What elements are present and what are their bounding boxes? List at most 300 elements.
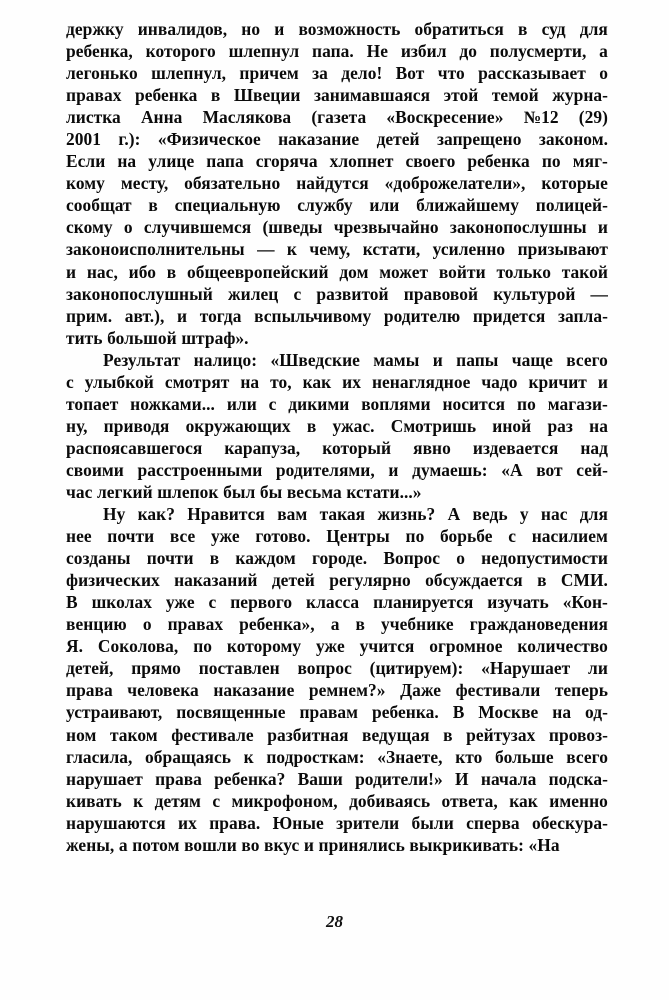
- text-word: причем: [239, 63, 299, 84]
- text-word: добиваясь: [349, 790, 431, 811]
- text-word: №12: [523, 107, 559, 128]
- text-line: [66, 812, 608, 834]
- text-word: Вопрос: [383, 548, 441, 569]
- text-line: [66, 459, 608, 481]
- text-word: на: [552, 702, 572, 723]
- text-word: зрители: [336, 812, 400, 833]
- text-word: по: [405, 526, 425, 547]
- text-word: изучать: [487, 592, 549, 613]
- text-word: кому: [66, 173, 105, 194]
- text-word: с: [293, 283, 302, 304]
- text-word: как: [509, 790, 538, 811]
- text-word: которые: [541, 173, 608, 194]
- text-word: обсуждается: [425, 570, 523, 591]
- text-word: нарушает: [66, 768, 143, 789]
- text-word: носится: [442, 393, 506, 414]
- text-word: (29): [578, 107, 608, 128]
- text-word: службу: [297, 195, 353, 216]
- text-word: до: [459, 41, 477, 62]
- text-word: готово.: [255, 526, 311, 547]
- text-line: [66, 194, 608, 216]
- text-line: [66, 305, 608, 327]
- text-word: распоясавшегося: [66, 437, 203, 458]
- text-word: уже: [316, 636, 345, 657]
- text-line: [66, 84, 608, 106]
- text-word: улыбкой: [84, 371, 154, 392]
- text-word: запла-: [557, 305, 608, 326]
- text-line: [66, 349, 608, 371]
- text-word: шлепнул,: [151, 63, 227, 84]
- text-word: о: [123, 217, 133, 238]
- text-word: гласила,: [66, 746, 133, 767]
- text-line: [66, 393, 608, 415]
- text-word: ребенка»,: [239, 614, 315, 635]
- text-word: кто: [455, 746, 483, 767]
- text-word: Нравится: [187, 504, 265, 525]
- text-word: что: [437, 63, 465, 84]
- text-word: специальную: [174, 195, 281, 216]
- text-word: ответа,: [441, 790, 498, 811]
- text-word: ближайшему: [416, 195, 519, 216]
- text-word: и: [66, 261, 77, 282]
- text-word: «Воскресение»: [386, 107, 504, 128]
- text-line: [66, 724, 608, 746]
- text-word: разбитная: [267, 724, 349, 745]
- text-line: [66, 216, 608, 238]
- text-word: занимавшаяся: [313, 85, 431, 106]
- text-line: [66, 768, 608, 790]
- text-word: поставлен: [198, 658, 280, 679]
- text-line: [66, 746, 608, 768]
- text-word: именно: [549, 790, 608, 811]
- text-word: а: [330, 614, 340, 635]
- text-word: все: [169, 526, 196, 547]
- text-word: но: [241, 19, 261, 39]
- text-word: городе.: [311, 548, 368, 569]
- text-word: и: [597, 371, 608, 392]
- text-word: жизнь?: [377, 504, 436, 525]
- text-word: или: [369, 195, 400, 216]
- text-line: [66, 503, 608, 525]
- text-word: СМИ.: [560, 570, 608, 591]
- text-word: налицо:: [193, 349, 258, 370]
- text-word: такая: [319, 504, 366, 525]
- text-word: ли: [588, 658, 608, 679]
- text-word: устраивают,: [66, 702, 163, 723]
- text-word: и: [432, 349, 443, 370]
- text-word: правовой: [403, 283, 479, 304]
- text-word: за: [312, 63, 328, 84]
- text-word: ибо: [128, 261, 156, 282]
- text-word: наказание: [278, 129, 360, 150]
- text-word: с: [268, 393, 277, 414]
- text-word: И: [455, 768, 469, 789]
- text-word: обескура-: [532, 812, 608, 833]
- text-word: Анна: [140, 107, 183, 128]
- text-word: детей: [376, 129, 420, 150]
- text-word: с: [508, 526, 516, 547]
- text-word: чадо: [481, 371, 518, 392]
- text-word: своего: [405, 151, 456, 172]
- text-word: Я.: [66, 636, 84, 657]
- text-line: [66, 525, 608, 547]
- text-word: запрещено: [437, 129, 522, 150]
- text-word: уже: [165, 592, 195, 613]
- text-word: темой: [491, 85, 539, 106]
- text-word: огромное: [429, 636, 503, 657]
- text-word: с: [66, 371, 74, 392]
- text-word: папы: [456, 349, 499, 370]
- text-word: и: [597, 217, 608, 238]
- text-word: Маслякова: [202, 107, 292, 128]
- text-word: граждановедения: [469, 614, 608, 635]
- text-word: своими: [66, 459, 124, 480]
- text-word: законопослушны: [449, 217, 587, 238]
- text-word: всего: [566, 746, 608, 767]
- text-word: родителями,: [275, 459, 375, 480]
- text-word: месту,: [120, 173, 169, 194]
- text-word: в: [355, 614, 365, 635]
- text-word: были: [411, 812, 454, 833]
- text-word: вам: [277, 504, 308, 525]
- text-word: в: [306, 415, 317, 436]
- text-word: В: [66, 592, 78, 613]
- text-word: таком: [109, 724, 158, 745]
- text-word: найдутся: [296, 173, 369, 194]
- text-word: дом: [339, 261, 369, 282]
- text-word: «Кон-: [562, 592, 608, 613]
- text-word: дикими: [288, 393, 350, 414]
- text-word: «доброжелатели»,: [384, 173, 526, 194]
- text-word: дело!: [341, 63, 383, 84]
- text-word: фестивали: [455, 680, 541, 701]
- text-word: хлопнет: [329, 151, 394, 172]
- text-word: нас: [540, 504, 568, 525]
- text-word: правам: [299, 702, 359, 723]
- text-line: час легкий шлепок был бы весьма кстати...»: [66, 481, 422, 502]
- text-line: [66, 283, 608, 305]
- text-word: явно: [413, 437, 451, 458]
- text-word: с: [212, 790, 221, 811]
- text-word: созданы: [66, 548, 131, 569]
- text-word: у: [519, 504, 529, 525]
- text-word: чаще: [511, 349, 553, 370]
- text-word: —: [257, 239, 275, 260]
- text-line: [66, 172, 608, 194]
- text-word: обращаясь: [145, 746, 231, 767]
- text-word: к: [286, 239, 297, 260]
- text-word: думаешь:: [412, 459, 488, 480]
- text-line: [66, 62, 608, 84]
- text-word: в: [517, 19, 528, 39]
- text-word: школах: [91, 592, 152, 613]
- text-word: Результат: [103, 349, 181, 370]
- text-word: права: [66, 680, 113, 701]
- text-word: Смотришь: [390, 415, 477, 436]
- text-word: Соколова,: [97, 636, 179, 657]
- text-word: вопрос: [297, 658, 352, 679]
- text-line: [66, 238, 608, 260]
- text-word: культурой: [493, 283, 576, 304]
- text-word: шлепнул: [228, 41, 300, 62]
- text-word: по: [541, 151, 561, 172]
- text-line: [66, 790, 608, 812]
- text-word: призывают: [517, 239, 608, 260]
- paragraph-2: [66, 349, 608, 503]
- text-word: Если: [66, 151, 106, 172]
- text-word: вспыльчивому: [254, 305, 372, 326]
- text-line: [66, 261, 608, 283]
- text-word: обратиться: [414, 19, 504, 39]
- text-word: воплями: [361, 393, 431, 414]
- text-word: их: [178, 812, 197, 833]
- text-word: ножками...: [130, 393, 215, 414]
- text-word: ведущая: [362, 724, 430, 745]
- text-word: законопослушный: [66, 283, 213, 304]
- text-word: как?: [137, 504, 175, 525]
- text-word: родители!»: [355, 768, 443, 789]
- text-word: мамы: [373, 349, 420, 370]
- text-word: войти: [438, 261, 486, 282]
- text-word: почти: [146, 548, 194, 569]
- text-word: ном: [66, 724, 97, 745]
- text-word: сперва: [466, 812, 520, 833]
- text-word: подска-: [548, 768, 608, 789]
- text-word: этой: [443, 85, 479, 106]
- text-word: папа: [206, 151, 244, 172]
- text-word: регулярно: [329, 570, 411, 591]
- text-word: улице: [148, 151, 195, 172]
- text-word: В: [452, 702, 465, 723]
- text-word: первого: [230, 592, 293, 613]
- text-word: прямо: [131, 658, 181, 679]
- text-word: права: [155, 768, 202, 789]
- text-word: Даже: [400, 680, 442, 701]
- text-word: рассказывает: [478, 63, 586, 84]
- text-line: [66, 591, 608, 613]
- text-word: то,: [270, 371, 292, 392]
- text-line: [66, 679, 608, 701]
- text-word: —: [590, 283, 608, 304]
- text-word: в: [166, 261, 177, 282]
- text-word: ребенка?: [214, 768, 286, 789]
- text-word: мяг-: [572, 151, 608, 172]
- text-word: учится: [359, 636, 415, 657]
- text-word: количество: [517, 636, 608, 657]
- text-line: [66, 371, 608, 393]
- text-word: магази-: [547, 393, 608, 414]
- text-word: в: [443, 724, 453, 745]
- text-word: скому: [66, 217, 113, 238]
- text-word: физических: [66, 570, 160, 591]
- text-word: сообщат: [66, 195, 132, 216]
- text-word: листка: [66, 107, 121, 128]
- text-word: «А: [501, 459, 523, 480]
- paragraph-1: [66, 18, 608, 349]
- text-word: правах: [167, 614, 224, 635]
- text-word: которому: [226, 636, 302, 657]
- text-word: планируется: [373, 592, 474, 613]
- text-word: смотрят: [164, 371, 230, 392]
- text-word: теперь: [554, 680, 608, 701]
- text-word: на: [240, 371, 260, 392]
- text-word: «Нарушает: [481, 658, 571, 679]
- text-word: как: [302, 371, 332, 392]
- text-word: ненаглядное: [371, 371, 471, 392]
- text-word: венцию: [66, 614, 127, 635]
- text-line: [66, 701, 608, 723]
- text-word: на: [589, 415, 608, 436]
- text-word: нее: [66, 526, 92, 547]
- text-word: журна-: [552, 85, 608, 106]
- text-word: держку: [66, 19, 124, 39]
- page-number: 28: [326, 912, 343, 931]
- text-line: тить большой штраф».: [66, 327, 249, 348]
- text-word: наказание: [213, 680, 295, 701]
- text-word: в: [210, 85, 221, 106]
- text-word: иной: [492, 415, 532, 436]
- text-word: микрофоном,: [231, 790, 338, 811]
- text-line: [66, 128, 608, 150]
- text-word: нарушаются: [66, 812, 166, 833]
- text-word: од-: [585, 702, 608, 723]
- text-word: кивать: [66, 790, 122, 811]
- text-word: фестивале: [171, 724, 254, 745]
- text-word: придется: [472, 305, 546, 326]
- text-word: недопустимости: [481, 548, 608, 569]
- text-word: для: [579, 504, 608, 525]
- text-word: о: [599, 63, 608, 84]
- text-word: такой: [561, 261, 608, 282]
- text-word: в: [537, 570, 547, 591]
- text-word: чему,: [309, 239, 351, 260]
- text-word: авт.),: [124, 305, 165, 326]
- text-word: для: [579, 19, 608, 39]
- text-line: [66, 569, 608, 591]
- paragraph-3: [66, 503, 608, 856]
- text-word: нас,: [86, 261, 118, 282]
- text-word: или: [226, 393, 257, 414]
- text-word: папа.: [312, 41, 354, 62]
- text-word: на: [117, 151, 137, 172]
- text-line: жены, а потом вошли во вкус и принялись выкрикивать: «На: [66, 834, 560, 855]
- text-word: ужас.: [332, 415, 375, 436]
- text-word: провоз-: [548, 724, 608, 745]
- text-word: развитой: [316, 283, 389, 304]
- text-word: к: [243, 746, 254, 767]
- text-word: ремнем?»: [308, 680, 386, 701]
- text-word: Юные: [272, 812, 324, 833]
- body-text-column: [66, 18, 608, 856]
- text-word: Москве: [478, 702, 539, 723]
- text-word: ребенка: [135, 85, 198, 106]
- text-word: (газета: [311, 107, 367, 128]
- text-word: Центры: [326, 526, 390, 547]
- text-line: [66, 657, 608, 679]
- text-word: «Шведские: [270, 349, 360, 370]
- text-word: может: [379, 261, 429, 282]
- text-word: «Знаете,: [377, 746, 443, 767]
- text-word: подросткам:: [266, 746, 365, 767]
- text-word: начала: [480, 768, 537, 789]
- text-word: над: [580, 437, 608, 458]
- text-word: который: [322, 437, 392, 458]
- text-word: ребенка.: [372, 702, 439, 723]
- text-word: ребенка,: [66, 41, 133, 62]
- text-word: случившемся: [143, 217, 252, 238]
- text-word: усиленно: [432, 239, 506, 260]
- text-line: [66, 40, 608, 62]
- text-word: (шведы: [262, 217, 323, 238]
- text-word: всего: [566, 349, 608, 370]
- text-word: законоисполнительны: [66, 239, 245, 260]
- text-word: жилец: [227, 283, 279, 304]
- text-word: больше: [495, 746, 554, 767]
- text-word: Ну: [103, 504, 126, 525]
- text-word: топает: [66, 393, 119, 414]
- text-word: которого: [145, 41, 216, 62]
- text-word: чрезвычайно: [333, 217, 439, 238]
- text-word: прим.: [66, 305, 113, 326]
- text-word: учебнике: [381, 614, 454, 635]
- text-word: полусмерти,: [489, 41, 587, 62]
- text-word: родителю: [383, 305, 461, 326]
- text-word: г.):: [118, 129, 141, 150]
- text-line: [66, 547, 608, 569]
- text-word: 2001: [66, 129, 101, 150]
- text-line: [66, 635, 608, 657]
- text-word: ну,: [66, 415, 88, 436]
- text-word: почти: [107, 526, 155, 547]
- text-word: каждом: [235, 548, 296, 569]
- text-word: Швеции: [233, 85, 301, 106]
- text-word: только: [496, 261, 551, 282]
- text-line: [66, 415, 608, 437]
- text-word: кричит: [528, 371, 587, 392]
- text-word: приводя: [103, 415, 170, 436]
- text-word: Вот: [395, 63, 425, 84]
- text-word: окружающих: [185, 415, 291, 436]
- text-word: и: [388, 459, 399, 480]
- text-word: уже: [210, 526, 240, 547]
- text-word: (цитируем):: [369, 658, 464, 679]
- text-word: кстати,: [362, 239, 421, 260]
- text-word: к: [133, 790, 144, 811]
- text-word: общеевропейский: [186, 261, 329, 282]
- text-word: «Физическое: [157, 129, 261, 150]
- text-word: Ваши: [297, 768, 343, 789]
- text-word: Не: [366, 41, 388, 62]
- text-word: издевается: [472, 437, 559, 458]
- text-word: с: [208, 592, 217, 613]
- text-word: полицей-: [535, 195, 608, 216]
- text-word: человека: [127, 680, 199, 701]
- text-word: и: [274, 19, 285, 39]
- text-word: возможность: [298, 19, 401, 39]
- text-word: по: [517, 393, 536, 414]
- text-word: детей: [271, 570, 315, 591]
- text-word: насилием: [531, 526, 608, 547]
- text-line: [66, 437, 608, 459]
- text-word: наказаний: [174, 570, 258, 591]
- text-word: права.: [209, 812, 261, 833]
- text-line: [66, 106, 608, 128]
- text-line: [66, 613, 608, 635]
- text-word: расстроенными: [137, 459, 263, 480]
- text-word: сгоряча: [255, 151, 318, 172]
- text-word: раз: [547, 415, 573, 436]
- text-word: в: [148, 195, 158, 216]
